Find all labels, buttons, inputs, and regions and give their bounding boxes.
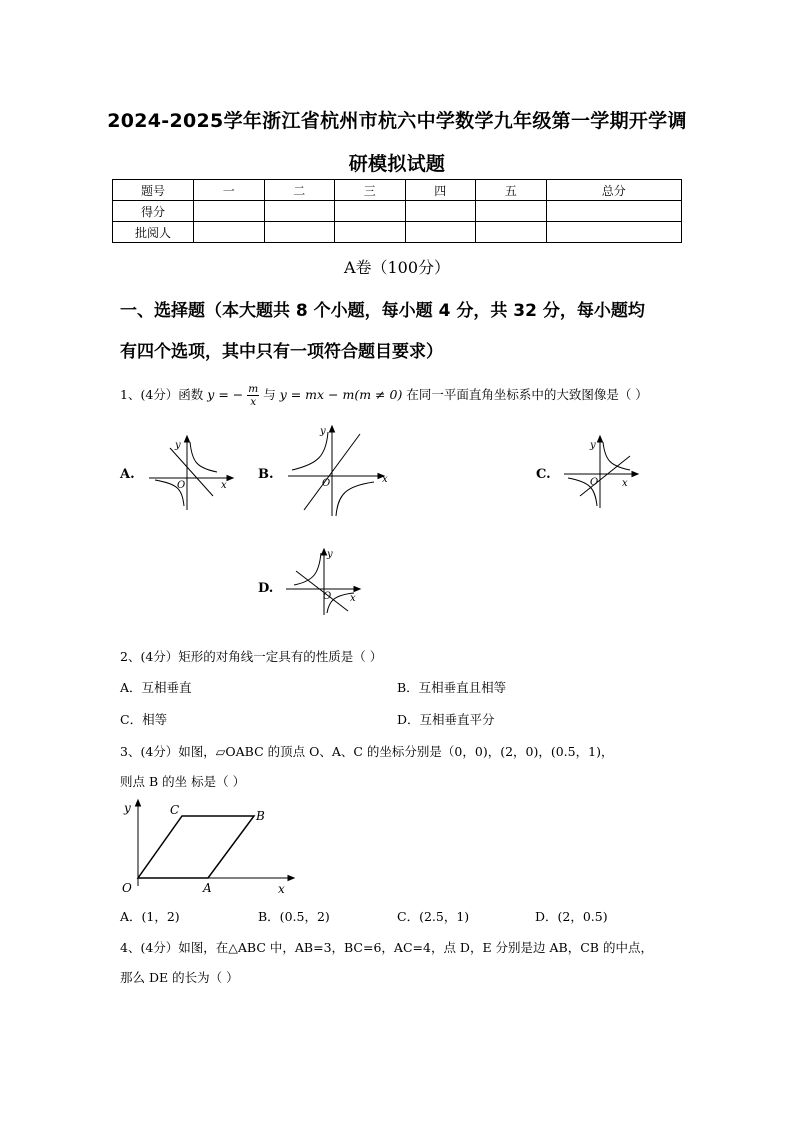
reviewer-row-label: 批阅人 bbox=[113, 222, 194, 243]
q1-formula-1-lhs: y = − bbox=[207, 387, 244, 402]
line-graph bbox=[580, 456, 630, 496]
origin-label: O bbox=[177, 480, 186, 491]
q1-fraction bbox=[247, 383, 259, 408]
y-axis-arrow bbox=[598, 436, 603, 442]
score-table-header-cell: 题号 bbox=[113, 180, 194, 201]
q1-option-c-label[interactable]: C. bbox=[536, 467, 551, 482]
q3-parallelogram-figure bbox=[116, 796, 300, 898]
score-cell[interactable] bbox=[546, 201, 682, 222]
origin-label: O bbox=[323, 591, 332, 602]
q3-option-a[interactable]: A．(1，2) bbox=[120, 909, 180, 924]
x-axis-label: x bbox=[350, 593, 356, 604]
reviewer-cell[interactable] bbox=[546, 222, 682, 243]
score-table-header-cell: 总分 bbox=[546, 180, 682, 201]
score-table-row bbox=[113, 222, 682, 243]
line-graph bbox=[296, 571, 348, 611]
hyperbola-branch bbox=[336, 482, 374, 516]
hyperbola-branch bbox=[603, 442, 630, 470]
vertex-c-label: C bbox=[170, 803, 180, 817]
y-axis-arrow bbox=[330, 426, 335, 432]
q3-option-c[interactable]: C．(2.5，1) bbox=[397, 909, 470, 924]
q2-option-d[interactable]: D．互相垂直平分 bbox=[397, 712, 495, 727]
x-axis-arrow bbox=[227, 476, 233, 481]
origin-label: O bbox=[590, 477, 599, 488]
parallelogram-oabc bbox=[138, 816, 254, 878]
score-cell[interactable] bbox=[476, 201, 547, 222]
q1-option-d-label[interactable]: D. bbox=[258, 581, 274, 596]
q1-option-a-label[interactable]: A. bbox=[120, 467, 135, 482]
section-heading: 一、选择题（本大题共 8 个小题，每小题 4 分，共 32 分，每小题均 bbox=[120, 301, 645, 321]
question-4-stem: 4、(4分）如图，在△ABC 中，AB=3，BC=6，AC=4，点 D，E 分别是边 AB，CB 的中点， bbox=[120, 940, 653, 955]
score-cell[interactable] bbox=[264, 201, 335, 222]
y-axis-label: y bbox=[320, 426, 326, 437]
score-table-header-cell: 五 bbox=[476, 180, 547, 201]
x-axis-label: x bbox=[382, 474, 388, 485]
reviewer-cell[interactable] bbox=[335, 222, 406, 243]
q1-fraction-denominator: x bbox=[250, 396, 257, 408]
q1-fraction-numerator: m bbox=[248, 383, 259, 395]
score-table-header-cell: 二 bbox=[264, 180, 335, 201]
vertex-a-label: A bbox=[203, 881, 212, 895]
vertex-o-label: O bbox=[122, 881, 132, 895]
hyperbola-branch bbox=[190, 442, 217, 472]
score-row-label: 得分 bbox=[113, 201, 194, 222]
q1-graph-b[interactable] bbox=[284, 420, 394, 520]
q1-suffix: 在同一平面直角坐标系中的大致图像是（ ） bbox=[406, 387, 648, 402]
q1-mid: 与 bbox=[263, 387, 276, 402]
score-table-header-cell: 三 bbox=[335, 180, 406, 201]
q1-option-b-label[interactable]: B. bbox=[258, 467, 274, 482]
page-title: 2024-2025学年浙江省杭州市杭六中学数学九年级第一学期开学调 bbox=[107, 110, 687, 132]
score-table-header-cell: 四 bbox=[405, 180, 476, 201]
q1-prefix: 1、(4分）函数 bbox=[120, 387, 204, 402]
y-axis-label: y bbox=[124, 801, 131, 815]
question-2-stem: 2、(4分）矩形的对角线一定具有的性质是（ ） bbox=[120, 649, 383, 664]
reviewer-cell[interactable] bbox=[405, 222, 476, 243]
x-axis-arrow bbox=[354, 587, 360, 592]
q1-graph-a[interactable] bbox=[145, 432, 235, 514]
hyperbola-branch bbox=[292, 432, 328, 470]
x-axis-label: x bbox=[278, 882, 285, 896]
q1-formula-1 bbox=[207, 383, 263, 408]
q2-option-a[interactable]: A．互相垂直 bbox=[120, 680, 192, 695]
score-cell[interactable] bbox=[405, 201, 476, 222]
y-axis-arrow bbox=[136, 800, 141, 806]
page-title-line2: 研模拟试题 bbox=[348, 153, 446, 175]
y-axis-arrow bbox=[322, 549, 327, 555]
q1-graph-d[interactable] bbox=[284, 545, 366, 617]
q2-option-b[interactable]: B．互相垂直且相等 bbox=[397, 680, 507, 695]
y-axis-label: y bbox=[590, 440, 596, 451]
score-table-header-cell: 一 bbox=[194, 180, 265, 201]
q2-option-c[interactable]: C．相等 bbox=[120, 712, 168, 727]
score-cell[interactable] bbox=[194, 201, 265, 222]
q1-graph-c[interactable] bbox=[560, 432, 644, 512]
q3-option-d[interactable]: D．(2，0.5) bbox=[535, 909, 608, 924]
vertex-b-label: B bbox=[256, 809, 265, 823]
x-axis-label: x bbox=[221, 480, 227, 491]
x-axis-label: x bbox=[622, 478, 628, 489]
score-table bbox=[112, 179, 682, 243]
section-heading-line2: 有四个选项，其中只有一项符合题目要求） bbox=[120, 342, 443, 362]
volume-heading: A卷（100分） bbox=[343, 258, 451, 277]
reviewer-cell[interactable] bbox=[264, 222, 335, 243]
score-cell[interactable] bbox=[335, 201, 406, 222]
question-4-stem-line2: 那么 DE 的长为（ ） bbox=[120, 970, 239, 985]
score-table-header-row bbox=[113, 180, 682, 201]
reviewer-cell[interactable] bbox=[476, 222, 547, 243]
y-axis-label: y bbox=[175, 440, 181, 451]
origin-label: O bbox=[322, 478, 331, 489]
y-axis-arrow bbox=[185, 436, 190, 442]
q3-option-b[interactable]: B．(0.5，2) bbox=[258, 909, 330, 924]
score-table-row bbox=[113, 201, 682, 222]
question-1-stem bbox=[120, 383, 648, 408]
q1-formula-2: y = mx − m(m ≠ 0) bbox=[279, 387, 403, 402]
question-3-stem-line2: 则点 B 的坐 标是（ ） bbox=[120, 774, 246, 789]
question-3-stem: 3、(4分）如图，▱OABC 的顶点 O、A、C 的坐标分别是（0，0)，(2，0)，(0.5，1)， bbox=[120, 744, 614, 759]
y-axis-label: y bbox=[327, 549, 333, 560]
x-axis-arrow bbox=[632, 472, 638, 477]
x-axis-arrow bbox=[288, 876, 294, 881]
reviewer-cell[interactable] bbox=[194, 222, 265, 243]
